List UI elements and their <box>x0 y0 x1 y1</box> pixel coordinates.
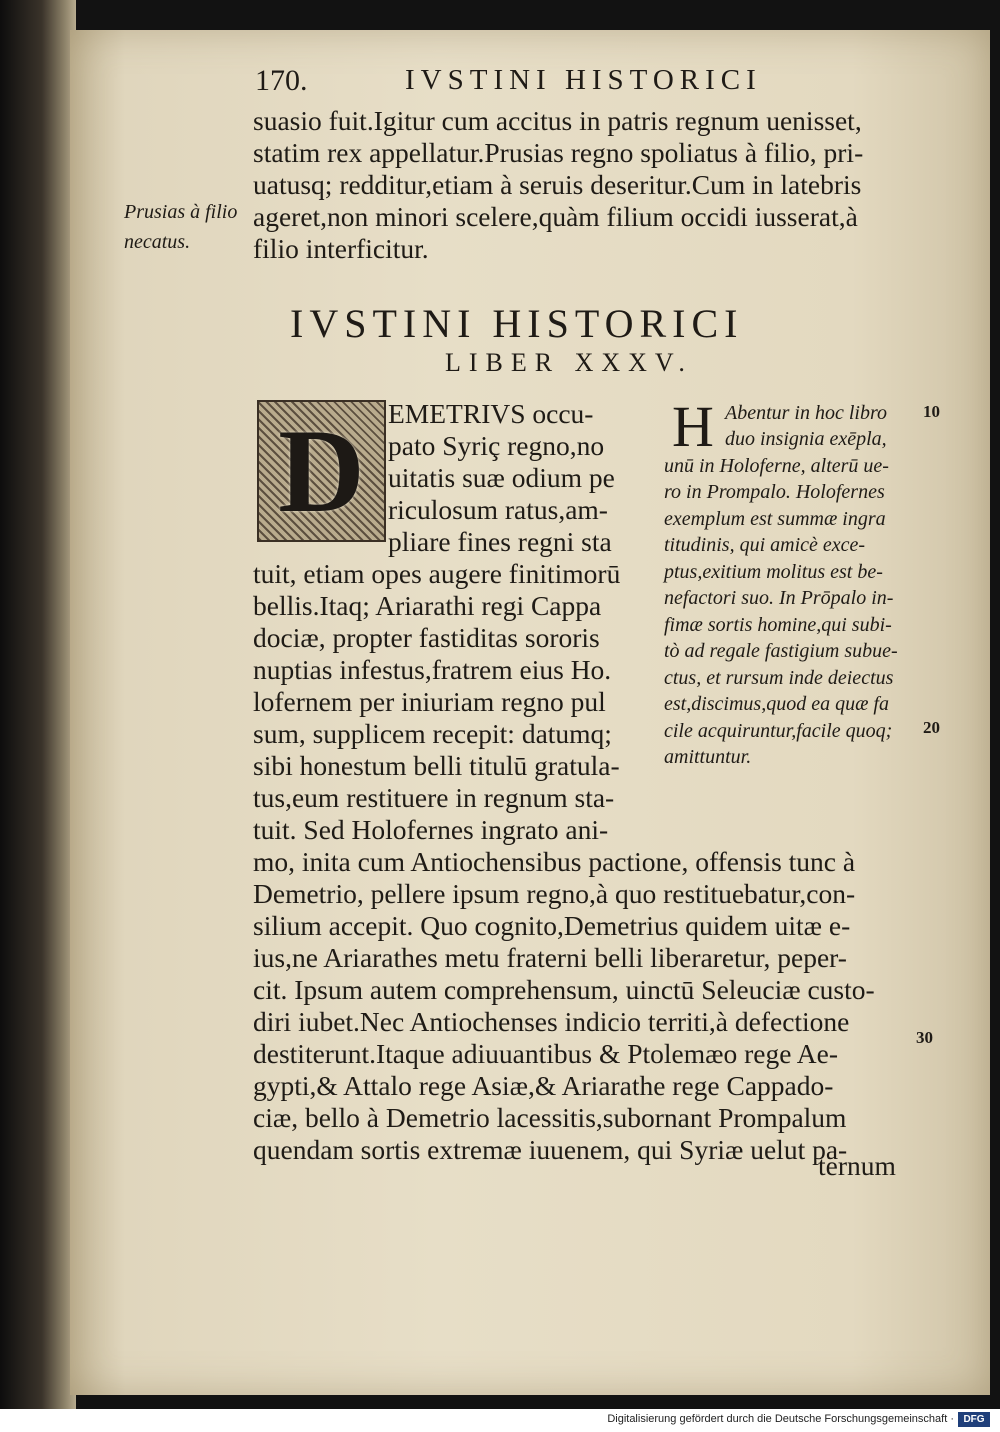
drop-cap-ornament <box>257 400 386 542</box>
text-line: tuit. Sed Holofernes ingrato ani- <box>253 814 609 845</box>
summary-line: fimæ sortis homine,qui subi- <box>664 614 892 636</box>
text-line: lofernem per iniuriam regno pul <box>253 686 606 717</box>
text-line: uitatis suæ odium pe <box>388 462 615 493</box>
line-number: 20 <box>923 718 940 737</box>
footer-credit: Digitalisierung gefördert durch die Deutsche Forschungsgemeinschaft · <box>607 1413 954 1425</box>
book-label: LIBER XXXV. <box>445 348 693 377</box>
text-line: diri iubet.Nec Antiochenses indicio territi,à defectione <box>253 1006 850 1037</box>
binding-edge <box>0 0 76 1409</box>
text-line: pato Syriç regno,no <box>388 430 605 461</box>
summary-line: cile acquiruntur,facile quoq; <box>664 720 893 742</box>
text-line: gypti,& Attalo rege Asiæ,& Ariarathe rege Cappado- <box>253 1070 834 1101</box>
summary-line: ptus,exitium molitus est be- <box>664 561 883 583</box>
line-number: 30 <box>916 1028 933 1047</box>
text-line: tus,eum restituere in regnum sta- <box>253 782 615 813</box>
text-line: cit. Ipsum autem comprehensum, uinctū Seleuciæ custo- <box>253 974 875 1005</box>
summary-line: titudinis, qui amicè exce- <box>664 534 866 556</box>
text-line: ciæ, bello à Demetrio lacessitis,subornant Prompalum <box>253 1102 847 1133</box>
summary-line: nefactori suo. In Prōpalo in- <box>664 587 894 609</box>
text-line: dociæ, propter fastiditas sororis <box>253 622 600 653</box>
text-line: sibi honestum belli titulū gratula- <box>253 750 620 781</box>
text-line: tuit, etiam opes augere finitimorū <box>253 558 621 589</box>
chapter-heading: IVSTINI HISTORICI <box>290 301 744 346</box>
text-line: riculosum ratus,am- <box>388 494 608 525</box>
text-line: nuptias infestus,fratrem eius Ho. <box>253 654 612 685</box>
margin-note-line: necatus. <box>124 231 191 253</box>
text-line: pliare fines regni sta <box>388 526 612 557</box>
summary-initial: H <box>672 394 714 459</box>
margin-note-line: Prusias à filio <box>124 201 238 223</box>
summary-line: Abentur in hoc libro <box>725 402 888 424</box>
text-line: suasio fuit.Igitur cum accitus in patris regnum uenisset, <box>253 105 862 136</box>
running-head <box>255 64 910 100</box>
text-line: ius,ne Ariarathes metu fraterni belli liberaretur, peper- <box>253 942 847 973</box>
text-line: ageret,non minori scelere,quàm filium occidi iusserat,à <box>253 201 858 232</box>
text-line: Demetrio, pellere ipsum regno,à quo restituebatur,con- <box>253 878 856 909</box>
text-line: sum, supplicem recepit: datumq; <box>253 718 612 749</box>
summary-line: est,discimus,quod ea quæ fa <box>664 693 889 715</box>
summary-line: tò ad regale fastigium subue- <box>664 640 898 662</box>
text-line: mo, inita cum Antiochensibus pactione, offensis tunc à <box>253 846 856 877</box>
text-line: destiterunt.Itaque adiuuantibus & Ptolemæo rege Ae- <box>253 1038 839 1069</box>
page-number: 170. <box>255 64 308 97</box>
drop-cap-letter: D <box>278 404 365 537</box>
summary-line: ro in Prompalo. Holofernes <box>664 481 885 503</box>
text-line: EMETRIVS occu- <box>388 398 594 429</box>
text-line: statim rex appellatur.Prusias regno spoliatus à filio, pri- <box>253 137 864 168</box>
catchword: ternum <box>818 1150 896 1181</box>
running-title: IVSTINI HISTORICI <box>405 64 762 96</box>
text-line: quendam sortis extremæ iuuenem, qui Syriæ uelut pa- <box>253 1134 848 1165</box>
line-number: 10 <box>923 402 940 421</box>
text-line: filio interficitur. <box>253 233 429 264</box>
text-line: uatusq; redditur,etiam à seruis deseritur.Cum in latebris <box>253 169 862 200</box>
summary-line: ctus, et rursum inde deiectus <box>664 667 894 689</box>
text-line: silium accepit. Quo cognito,Demetrius quidem uitæ e- <box>253 910 851 941</box>
text-line: bellis.Itaq; Ariarathi regi Cappa <box>253 590 602 621</box>
summary-line: amittuntur. <box>664 746 752 768</box>
summary-line: unū in Holoferne, alterū ue- <box>664 455 889 477</box>
summary-line: duo insignia exēpla, <box>725 428 887 450</box>
dfg-logo: DFG <box>958 1412 990 1427</box>
digitization-footer <box>0 1409 1000 1432</box>
summary-line: exemplum est summæ ingra <box>664 508 886 530</box>
